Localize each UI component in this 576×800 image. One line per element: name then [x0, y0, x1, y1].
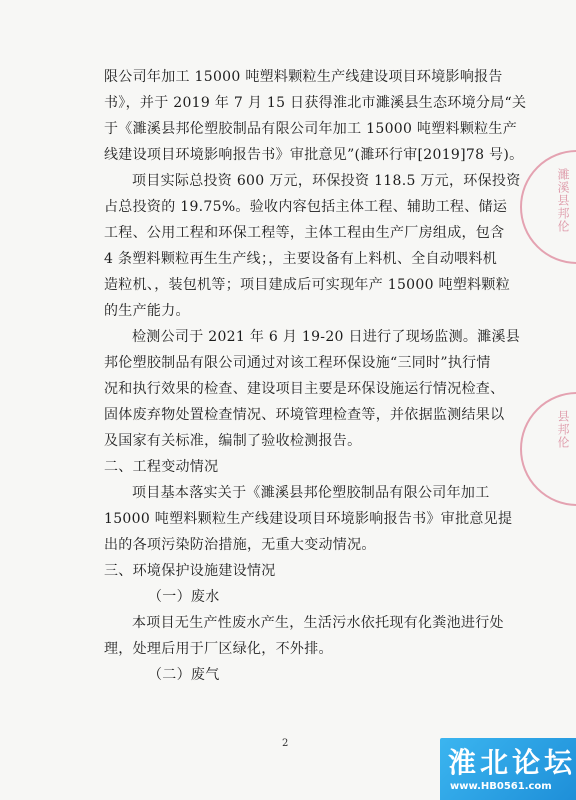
stamp-text: 濉溪县邦伦: [556, 168, 570, 233]
paragraph-line: 邦伦塑胶制品有限公司通过对该工程环保设施“三同时”执行情: [104, 355, 491, 371]
watermark-url: www.HB0561.com: [450, 781, 552, 792]
paragraph-line: 限公司年加工 15000 吨塑料颗粒生产线建设项目环境影响报告: [104, 69, 503, 85]
paragraph-line: 项目实际总投资 600 万元，环保投资 118.5 万元，环保投资: [132, 173, 521, 189]
paragraph-line: 项目基本落实关于《濉溪县邦伦塑胶制品有限公司年加工: [132, 485, 490, 501]
subsection-heading-wastewater: （一）废水: [148, 589, 220, 605]
paragraph-line: 4 条塑料颗粒再生生产线；，主要设备有上料机、全自动喂料机: [104, 251, 498, 267]
paragraph-line: 固体废弃物处置检查情况、环境管理检查等，并依据监测结果以: [104, 407, 505, 423]
stamp-text: 县邦伦: [556, 410, 570, 449]
page-number: 2: [282, 738, 289, 749]
paragraph-line: 占总投资的 19.75%。验收内容包括主体工程、辅助工程、储运: [104, 199, 508, 215]
paragraph-line: 于《濉溪县邦伦塑胶制品有限公司年加工 15000 吨塑料颗粒生产: [104, 121, 518, 137]
paragraph-line: 书》，并于 2019 年 7 月 15 日获得淮北市濉溪县生态环境分局“关: [104, 95, 527, 111]
paragraph-line: 造粒机、，装包机等；项目建成后可实现年产 15000 吨塑料颗粒: [104, 277, 511, 293]
subsection-heading-waste-gas: （二）废气: [148, 667, 220, 683]
section-heading-facilities: 三、环境保护设施建设情况: [104, 563, 276, 579]
paragraph-line: 15000 吨塑料颗粒生产线建设项目环境影响报告书》审批意见提: [104, 511, 513, 527]
paragraph-line: 本项目无生产性废水产生，生活污水依托现有化粪池进行处: [132, 615, 504, 631]
paragraph-line: 线建设项目环境影响报告书》审批意见”(濉环行审[2019]78 号)。: [104, 147, 524, 163]
paragraph-line: 况和执行效果的检查、建设项目主要是环保设施运行情况检查、: [104, 381, 505, 397]
watermark-title: 淮北论坛: [448, 746, 576, 779]
paragraph-line: 的生产能力。: [104, 303, 190, 319]
paragraph-line: 出的各项污染防治措施，无重大变动情况。: [104, 537, 376, 553]
forum-watermark-logo: [440, 738, 576, 800]
paragraph-line: 检测公司于 2021 年 6 月 19-20 日进行了现场监测。濉溪县: [132, 329, 521, 345]
paragraph-line: 理，处理后用于厂区绿化，不外排。: [104, 641, 333, 657]
section-heading-changes: 二、工程变动情况: [104, 459, 219, 475]
paragraph-line: 及国家有关标准，编制了验收检测报告。: [104, 433, 362, 449]
document-body: [104, 64, 527, 688]
paragraph-line: 工程、公用工程和环保工程等，主体工程由生产厂房组成，包含: [104, 225, 505, 241]
